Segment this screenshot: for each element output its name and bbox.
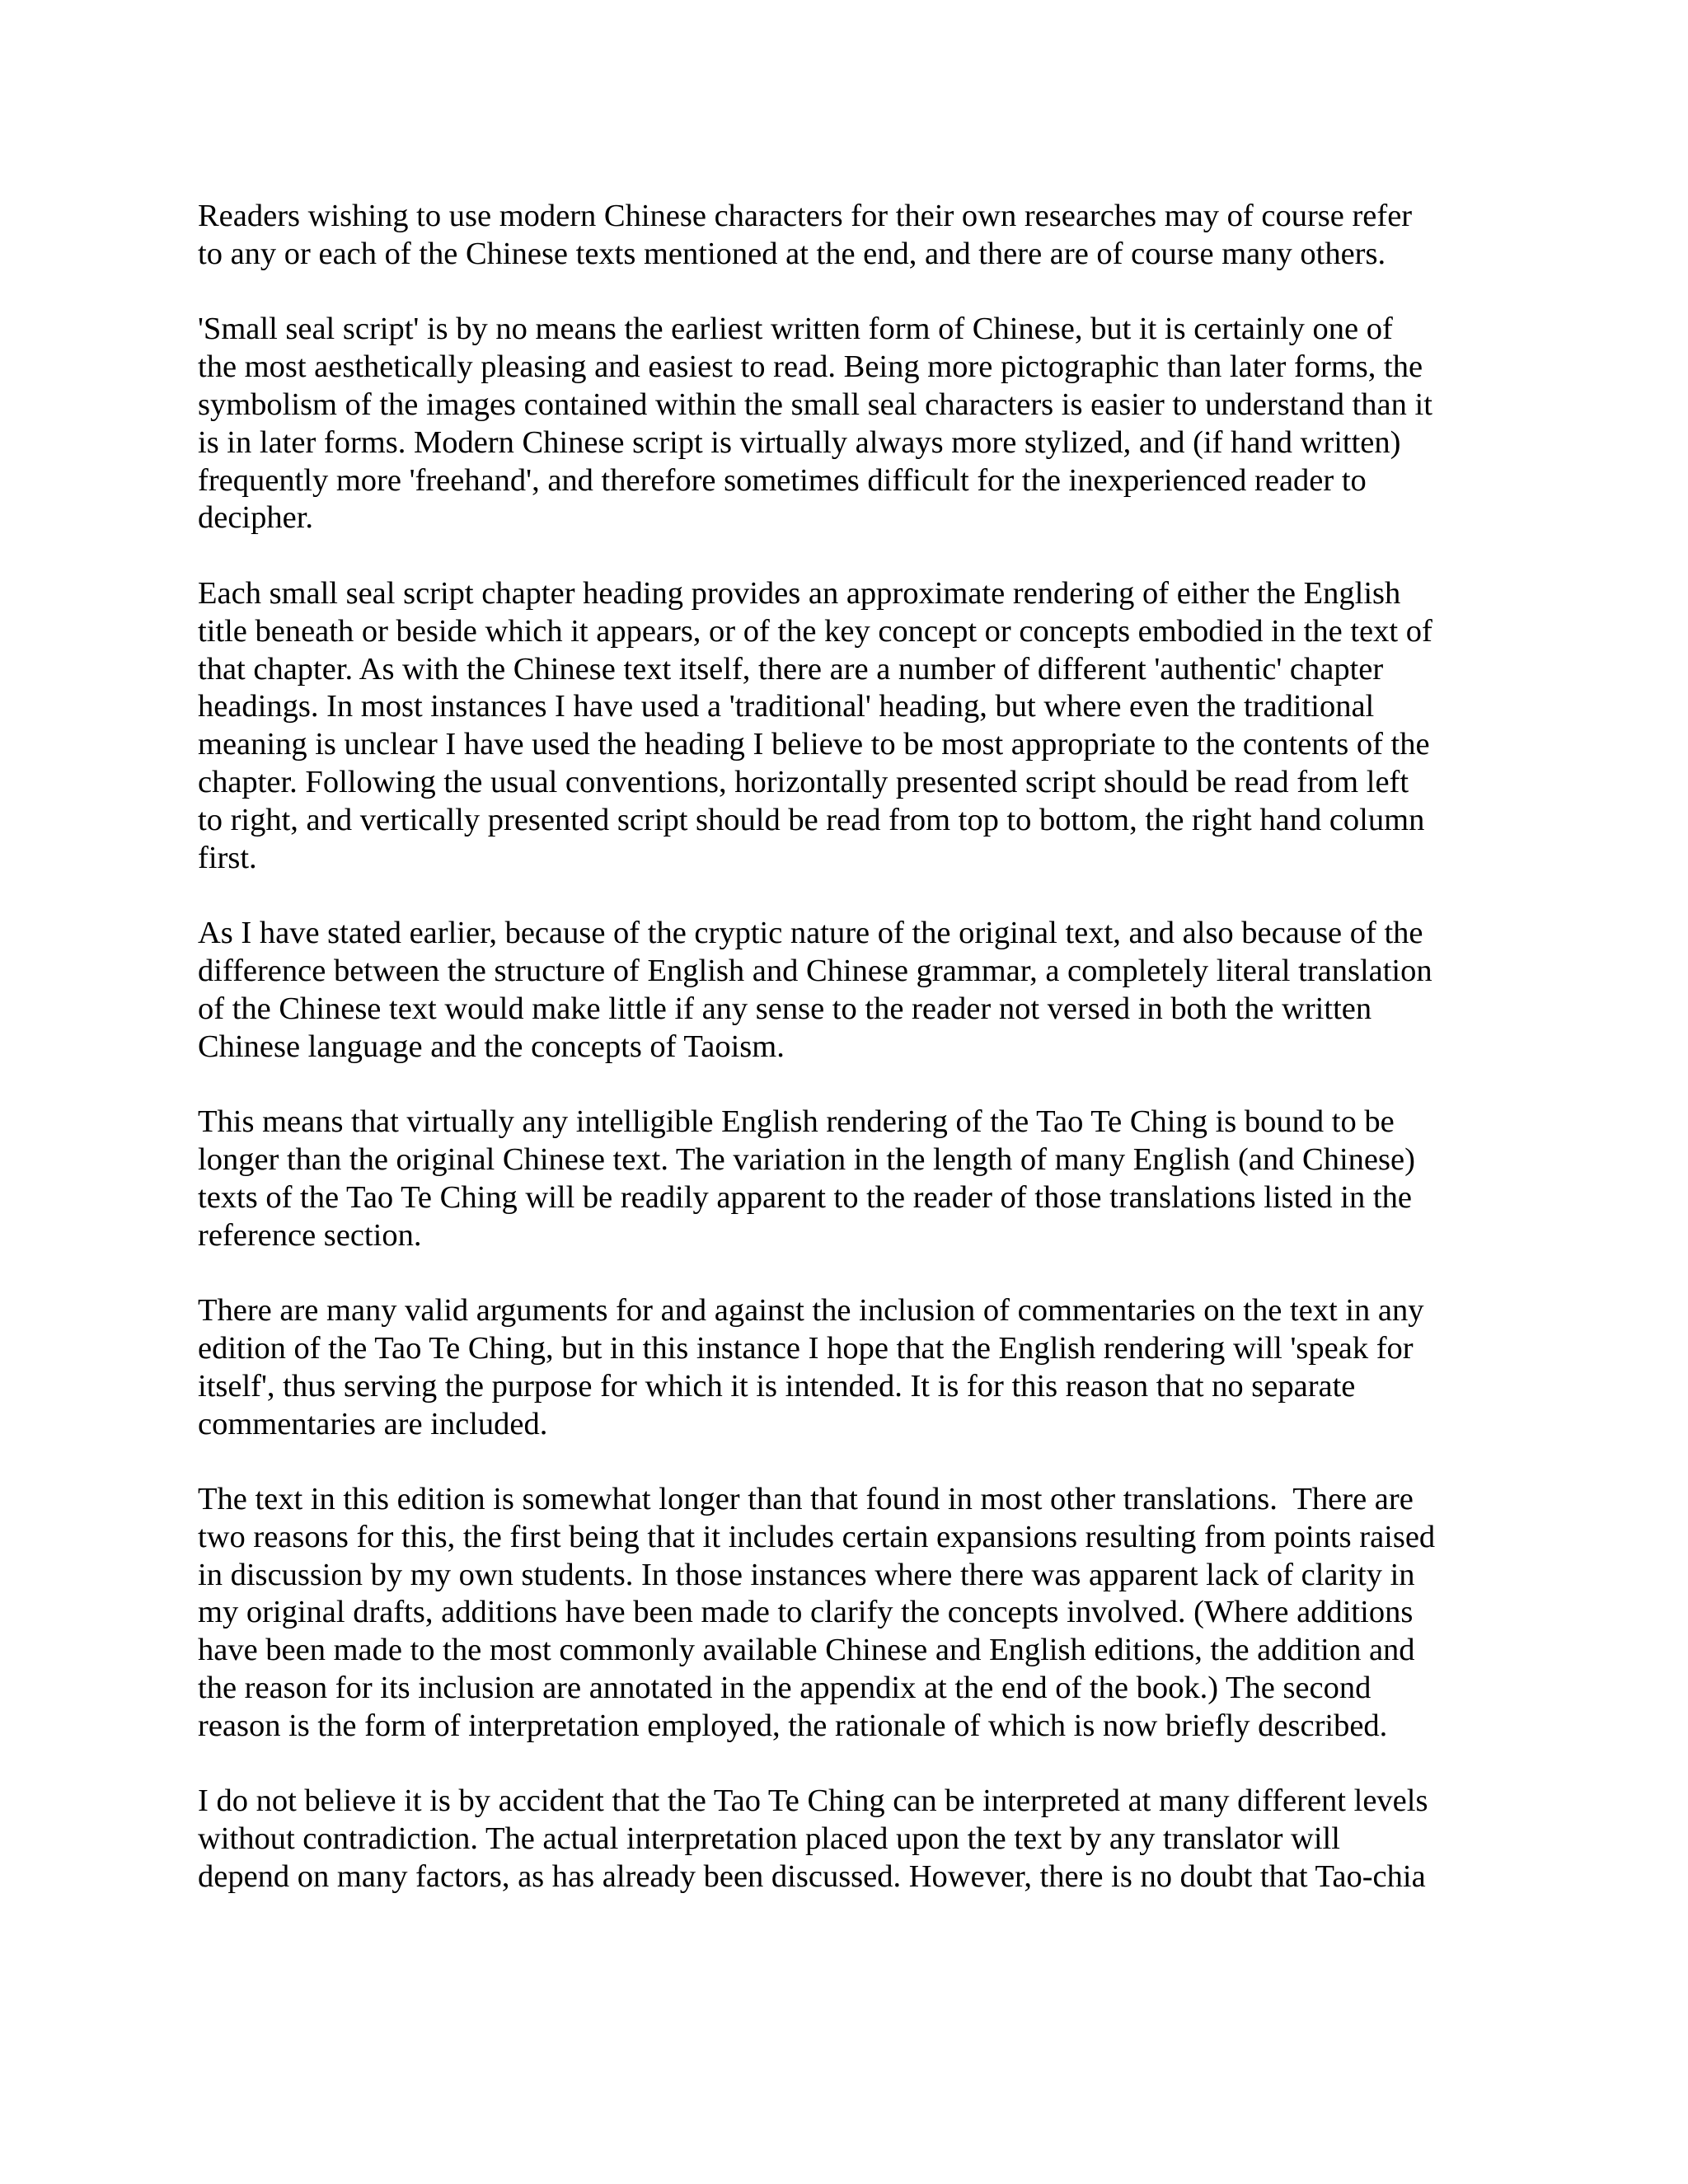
text-line: The text in this edition is somewhat longer than that found in most other translations. There are xyxy=(198,1482,1414,1517)
text-line: of the Chinese text would make little if any sense to the reader not versed in both the written xyxy=(198,991,1372,1026)
text-line: I do not believe it is by accident that the Tao Te Ching can be interpreted at many different levels xyxy=(198,1783,1428,1819)
paragraph xyxy=(198,1783,1500,1896)
text-line: without contradiction. The actual interpretation placed upon the text by any translator will xyxy=(198,1821,1340,1857)
text-line: first. xyxy=(198,840,257,875)
text-line: have been made to the most commonly available Chinese and English editions, the addition and xyxy=(198,1633,1415,1668)
text-line: the most aesthetically pleasing and easiest to read. Being more pictographic than later forms, the xyxy=(198,349,1423,385)
text-line: texts of the Tao Te Ching will be readily apparent to the reader of those translations listed in the xyxy=(198,1179,1412,1215)
text-line: commentaries are included. xyxy=(198,1406,548,1441)
text-line: two reasons for this, the first being that it includes certain expansions resulting from points raised xyxy=(198,1519,1436,1554)
paragraph xyxy=(198,575,1500,877)
text-line: my original drafts, additions have been made to clarify the concepts involved. (Where additions xyxy=(198,1595,1414,1630)
document-body xyxy=(198,198,1500,1934)
paragraph xyxy=(198,311,1500,537)
text-line: depend on many factors, as has already been discussed. However, there is no doubt that Tao-chia xyxy=(198,1859,1426,1895)
paragraph xyxy=(198,198,1500,274)
text-line: difference between the structure of English and Chinese grammar, a completely literal translation xyxy=(198,953,1432,988)
text-line: Readers wishing to use modern Chinese characters for their own researches may of course refer xyxy=(198,199,1413,233)
text-line: decipher. xyxy=(198,500,314,536)
text-line: reference section. xyxy=(198,1217,422,1253)
paragraph xyxy=(198,915,1500,1066)
text-line: is in later forms. Modern Chinese script is virtually always more stylized, and (if hand written) xyxy=(198,424,1401,460)
text-line: chapter. Following the usual conventions, horizontally presented script should be read from left xyxy=(198,764,1409,799)
text-line: Each small seal script chapter heading provides an approximate rendering of either the English xyxy=(198,575,1401,611)
text-line: longer than the original Chinese text. The variation in the length of many English (and Chinese) xyxy=(198,1141,1415,1177)
text-line: in discussion by my own students. In those instances where there was apparent lack of clarity in xyxy=(198,1557,1415,1592)
paragraph xyxy=(198,1104,1500,1254)
text-line: symbolism of the images contained within the small seal characters is easier to understand than it xyxy=(198,387,1432,422)
text-line: that chapter. As with the Chinese text itself, there are a number of different 'authentic' chapter xyxy=(198,651,1384,687)
text-line: itself', thus serving the purpose for which it is intended. It is for this reason that no separate xyxy=(198,1368,1356,1404)
text-line: reason is the form of interpretation employed, the rationale of which is now briefly described. xyxy=(198,1708,1388,1743)
text-line: There are many valid arguments for and against the inclusion of commentaries on the text in any xyxy=(198,1293,1424,1329)
text-line: edition of the Tao Te Ching, but in this instance I hope that the English rendering will 'speak for xyxy=(198,1330,1414,1366)
text-line: to any or each of the Chinese texts mentioned at the end, and there are of course many others. xyxy=(198,236,1386,271)
paragraph xyxy=(198,1292,1500,1443)
text-line: As I have stated earlier, because of the cryptic nature of the original text, and also because of the xyxy=(198,916,1423,951)
text-line: the reason for its inclusion are annotated in the appendix at the end of the book.) The second xyxy=(198,1671,1372,1706)
text-line: meaning is unclear I have used the heading I believe to be most appropriate to the contents of the xyxy=(198,727,1430,762)
text-line: frequently more 'freehand', and therefore sometimes difficult for the inexperienced reader to xyxy=(198,462,1367,498)
text-line: Chinese language and the concepts of Taoism. xyxy=(198,1029,785,1064)
text-line: headings. In most instances I have used a 'traditional' heading, but where even the traditional xyxy=(198,689,1375,724)
text-line: 'Small seal script' is by no means the earliest written form of Chinese, but it is certainly one of xyxy=(198,312,1393,347)
text-line: to right, and vertically presented script should be read from top to bottom, the right hand column xyxy=(198,802,1425,837)
paragraph xyxy=(198,1481,1500,1746)
text-line: This means that virtually any intelligible English rendering of the Tao Te Ching is bound to be xyxy=(198,1104,1395,1140)
text-line: title beneath or beside which it appears, or of the key concept or concepts embodied in the text of xyxy=(198,613,1432,649)
